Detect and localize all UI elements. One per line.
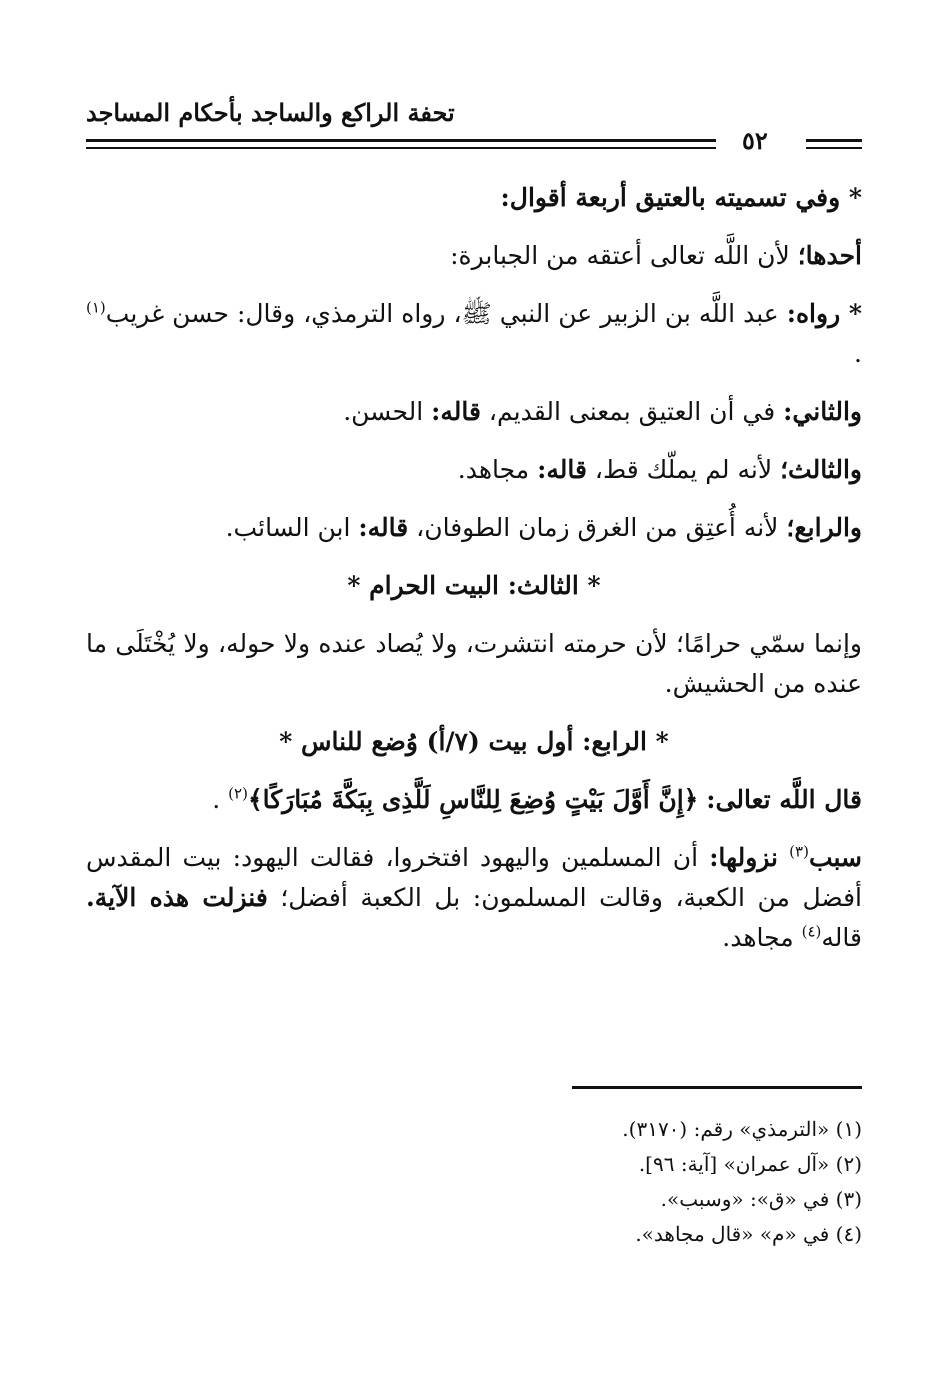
paragraph-revelation-cause [86,838,862,958]
footnote-3: (٣) في «ق»: «وسبب». [660,1187,862,1211]
main-text [86,178,862,976]
section-heading-first-house: * الرابع: أول بيت (٧/أ) وُضع للناس * [279,727,669,756]
narration-text: عبد اللَّه بن الزبير عن النبي ﷺ، رواه الترمذي، وقال: حسن غريب [105,299,779,328]
paragraph-names-intro: * وفي تسميته بالعتيق أربعة أقوال: [500,183,862,212]
first-opinion-label: أحدها؛ [797,241,862,270]
verse-intro: قال اللَّه تعالى: [706,785,862,814]
section-heading-sacred-house: * الثالث: البيت الحرام * [347,571,601,600]
page-number: ٥٢ [742,126,768,155]
footnote-separator [572,1086,862,1089]
paragraph-fourth-opinion [86,508,862,548]
header-rule-long [86,139,716,149]
footnotes [86,1112,862,1252]
cause-text: أن المسلمين واليهود افتخروا، فقالت اليهود: بيت المقدس أفضل من الكعبة، وقالت المسلمون: بل الكعبة أفضل؛ [86,843,862,912]
paragraph-second-opinion [86,392,862,432]
paragraph-narration [86,294,862,374]
narration-end: . [854,339,862,368]
paragraph-sacred-explanation: وإنما سمّي حرامًا؛ لأن حرمته انتشرت، ولا يُصاد عنده ولا حوله، ولا يُخْتَلَى ما عنده من الحشيش. [86,629,862,698]
verse-end: . [212,785,221,814]
cause-said: قاله [821,923,862,952]
footnote-ref-1: (١) [86,298,106,317]
running-header-title: تحفة الراكع والساجد بأحكام المساجد [86,98,455,127]
cause-revealed: فنزلت هذه الآية. [86,883,268,912]
paragraph-quran-verse [86,780,862,820]
second-opinion-name: الحسن. [343,397,424,426]
second-opinion-text: في أن العتيق بمعنى القديم، [488,397,776,426]
paragraph-third-opinion [86,450,862,490]
third-opinion-name: مجاهد. [457,455,530,484]
footnote-4: (٤) في «م» «قال مجاهد». [635,1222,862,1246]
footnote-ref-4: (٤) [801,922,822,941]
fourth-opinion-name: ابن السائب. [225,513,351,542]
second-opinion-label: والثاني: [783,397,862,426]
quran-verse: ﴿إِنَّ أَوَّلَ بَيْتٍ وُضِعَ لِلنَّاسِ لَلَّذِى بِبَكَّةَ مُبَارَكًا﴾ [247,785,699,814]
footnote-ref-2: (٢) [228,784,248,803]
third-opinion-label: والثالث؛ [780,455,862,484]
header-rule-short [806,139,862,149]
fourth-opinion-text: لأنه أُعتِق من الغرق زمان الطوفان، [416,513,779,542]
third-opinion-text: لأنه لم يملّك قط، [594,455,773,484]
cause-label-2: نزولها: [709,843,779,872]
fourth-opinion-label: والرابع؛ [786,513,862,542]
paragraph-first-opinion [86,236,862,276]
footnote-2: (٢) «آل عمران» [آية: ٩٦]. [638,1152,862,1176]
narration-label: * رواه: [786,299,862,328]
first-opinion-text: لأن اللَّه تعالى أعتقه من الجبابرة: [450,241,790,270]
cause-name: مجاهد. [722,923,794,952]
cause-label: سبب [808,843,862,872]
fourth-opinion-said: قاله: [358,513,409,542]
second-opinion-said: قاله: [431,397,481,426]
third-opinion-said: قاله: [537,455,587,484]
footnote-1: (١) «الترمذي» رقم: (٣١٧٠). [622,1117,862,1141]
footnote-ref-3: (٣) [789,842,809,861]
